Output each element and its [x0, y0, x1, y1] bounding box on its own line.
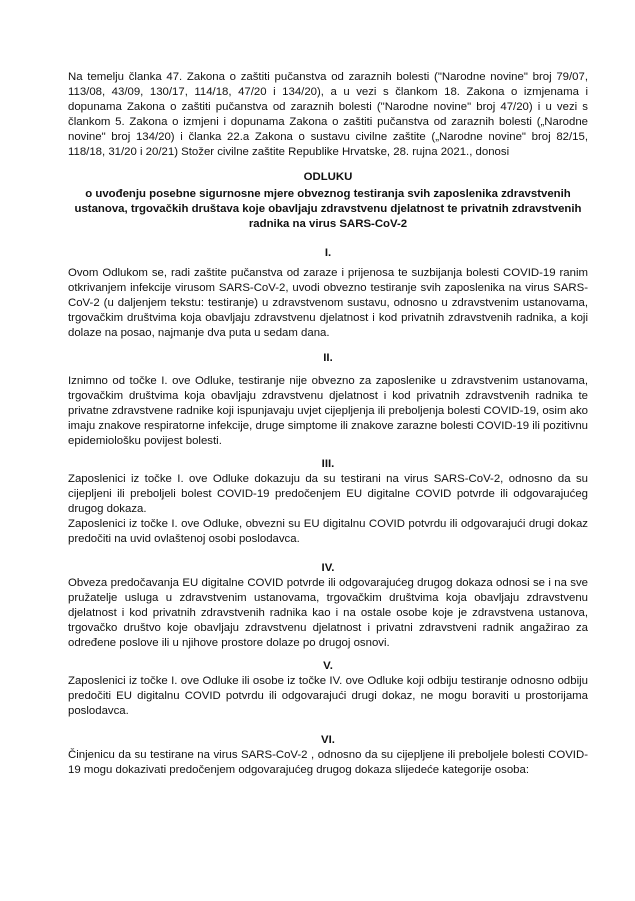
section-heading-3: III.: [321, 458, 335, 470]
section-2-paragraph: Iznimno od točke I. ove Odluke, testiranje nije obvezno za zaposlenike u zdravstvenim ustanovama, trgovačkim društvima koja obavljaju zdravstvenu djelatnost i kod privatnih zdravstvenih radnika te privatne zdravstvene radnike koji ispunjavaju uvjet cijepljenja ili preboljenja bolesti COVID-19, osim ako imaju znakove respiratorne infekcije, druge simptome ili znakove zarazne bolesti COVID-19 ili pozitivnu epidemiološku povijest bolesti.: [68, 375, 588, 447]
section-1-paragraph: Ovom Odlukom se, radi zaštite pučanstva od zaraze i prijenosa te suzbijanja bolesti COVID-19 ranim otkrivanjem infekcije virusom SARS-CoV-2, uvodi obvezno testiranje svih zaposlenika na virus SARS-CoV-2 (u daljenjem tekstu: testiranje) u zdravstvenom sustavu, odnosno u zdravstvenim ustanovama, trgovačkim društvima koja obavljaju zdravstvenu djelatnost i kod privatnih zdravstvenih radnika, a koji dolaze na posao, najmanje dva puta u sedam dana.: [68, 267, 588, 339]
section-heading-4: IV.: [321, 562, 335, 574]
decision-title: ODLUKU: [303, 171, 353, 183]
preamble-paragraph: Na temelju članka 47. Zakona o zaštiti pučanstva od zaraznih bolesti ("Narodne novine" broj 79/07, 113/08, 43/09, 130/17, 114/18, 47/20 i 134/20), a u vezi s člankom 18. Zakona o izmjenama i dopunama Zakona o zaštiti pučanstva od zaraznih bolesti ("Narodne novine" broj 47/20) i u vezi s člankom 5. Zakona o izmjeni i dopunama Zakona o zaštiti pučanstva od zaraznih bolesti („Narodne novine" broj 134/20) i članka 22.a Zakona o sustavu civilne zaštite („Narodne novine" broj 82/15, 118/18, 31/20 i 20/21) Stožer civilne zaštite Republike Hrvatske, 28. rujna 2021., donosi: [68, 71, 588, 158]
section-heading-6: VI.: [321, 734, 335, 746]
section-3-paragraph-2: Zaposlenici iz točke I. ove Odluke, obvezni su EU digitalnu COVID potvrdu ili odgovarajući drugi dokaz predočiti na uvid ovlaštenoj osobi poslodavca.: [68, 518, 588, 545]
section-5-paragraph: Zaposlenici iz točke I. ove Odluke ili osobe iz točke IV. ove Odluke koji odbiju testiranje odnosno odbiju predočiti EU digitalnu COVID potvrdu ili odgovarajući drugi dokaz, ne mogu boraviti u prostorijama poslodavca.: [68, 675, 588, 717]
section-heading-1: I.: [324, 247, 332, 259]
section-4-paragraph: Obveza predočavanja EU digitalne COVID potvrde ili odgovarajućeg drugog dokaza odnosi se i na sve pružatelje usluga u zdravstvenim ustanovama, trgovačkim društvima koja obavljaju zdravstvenu djelatnost i kod privatnih zdravstvenih radnika kao i na ostale osobe koje je zdravstvena ustanova, trgovačko društvo koje obavljaju zdravstvenu djelatnost i privatni zdravstveni radnik angažirao za određene poslove ili u njihove prostore dolaze po drugoj osnovi.: [68, 577, 588, 649]
section-heading-2: II.: [323, 352, 333, 364]
section-3-paragraph-1: Zaposlenici iz točke I. ove Odluke dokazuju da su testirani na virus SARS-CoV-2, odnosno da su cijepljeni ili preboljeli bolest COVID-19 predočenjem EU digitalne COVID potvrde ili odgovarajućeg drugog dokaza.: [68, 473, 588, 515]
document-page: [68, 70, 588, 778]
section-heading-5: V.: [323, 660, 333, 672]
decision-subtitle: o uvođenju posebne sigurnosne mjere obveznog testiranja svih zaposlenika zdravstvenih ustanova, trgovačkih društava koje obavljaju zdravstvenu djelatnost te privatnih zdravstvenih radnika na virus SARS-CoV-2: [74, 188, 582, 230]
section-6-paragraph: Činjenicu da su testirane na virus SARS-CoV-2 , odnosno da su cijepljene ili preboljele bolesti COVID-19 mogu dokazivati predočenjem odgovarajućeg drugog dokaza slijedeće kategorije osoba:: [68, 749, 588, 776]
